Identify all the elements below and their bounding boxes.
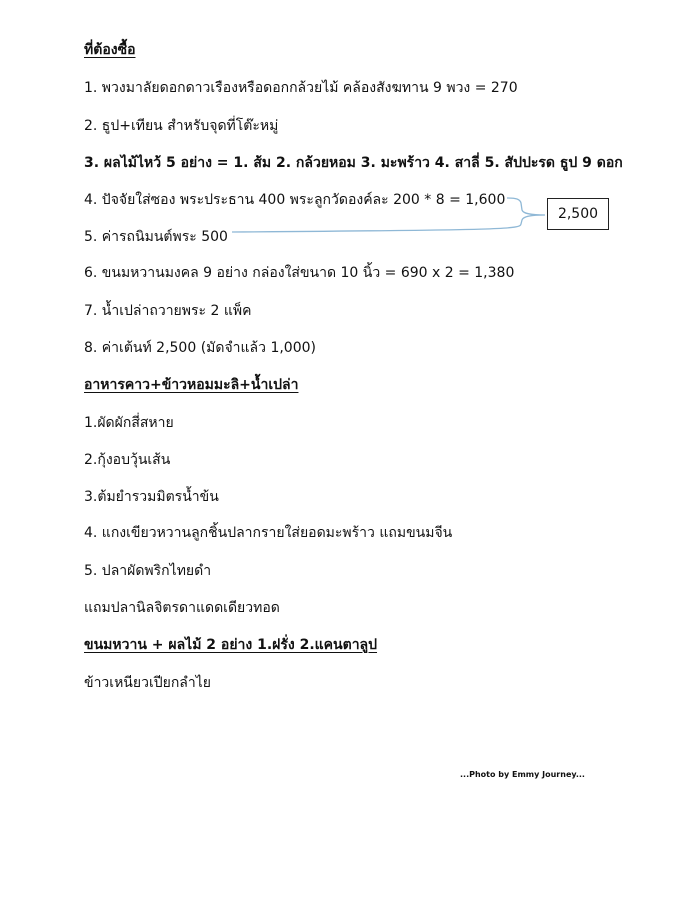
shopping-item-2: 2. ธูป+เทียน สำหรับจุดที่โต๊ะหมู่ — [84, 118, 279, 134]
food-item-4: 4. แกงเขียวหวานลูกชิ้นปลากรายใส่ยอดมะพร้าว แถมขนมจีน — [84, 525, 453, 541]
food-heading: อาหารคาว+ข้าวหอมมะลิ+น้ำเปล่า — [84, 377, 299, 393]
dessert-item-1: ข้าวเหนียวเปียกลำไย — [84, 675, 211, 691]
total-box: 2,500 — [547, 198, 609, 230]
dessert-heading: ขนมหวาน + ผลไม้ 2 อย่าง 1.ฝรั่ง 2.แคนตาลูป — [84, 637, 378, 653]
shopping-item-4: 4. ปัจจัยใส่ซอง พระประธาน 400 พระลูกวัดองค์ละ 200 * 8 = 1,600 — [84, 192, 506, 208]
shopping-item-6: 6. ขนมหวานมงคล 9 อย่าง กล่องใส่ขนาด 10 นิ้ว = 690 x 2 = 1,380 — [84, 265, 515, 281]
shopping-item-3: 3. ผลไม้ไหว้ 5 อย่าง = 1. ส้ม 2. กล้วยหอม 3. มะพร้าว 4. สาลี่ 5. สัปปะรด ธูป 9 ดอก — [84, 155, 623, 171]
shopping-heading: ที่ต้องซื้อ — [84, 42, 136, 58]
food-item-6: แถมปลานิลจิตรดาแดดเดียวทอด — [84, 600, 280, 616]
food-item-5: 5. ปลาผัดพริกไทยดำ — [84, 563, 212, 579]
food-item-3: 3.ต้มยำรวมมิตรน้ำข้น — [84, 489, 219, 505]
shopping-item-7: 7. น้ำเปล่าถวายพระ 2 แพ็ค — [84, 303, 252, 319]
shopping-item-5: 5. ค่ารถนิมนต์พระ 500 — [84, 229, 228, 245]
shopping-item-1: 1. พวงมาลัยดอกดาวเรืองหรือดอกกล้วยไม้ คล้องสังฆทาน 9 พวง = 270 — [84, 80, 518, 96]
food-item-1: 1.ผัดผักสี่สหาย — [84, 415, 174, 431]
food-item-2: 2.กุ้งอบวุ้นเส้น — [84, 452, 171, 468]
photo-credit: ...Photo by Emmy Journey... — [460, 770, 585, 779]
shopping-item-8: 8. ค่าเต้นท์ 2,500 (มัดจำแล้ว 1,000) — [84, 340, 316, 356]
